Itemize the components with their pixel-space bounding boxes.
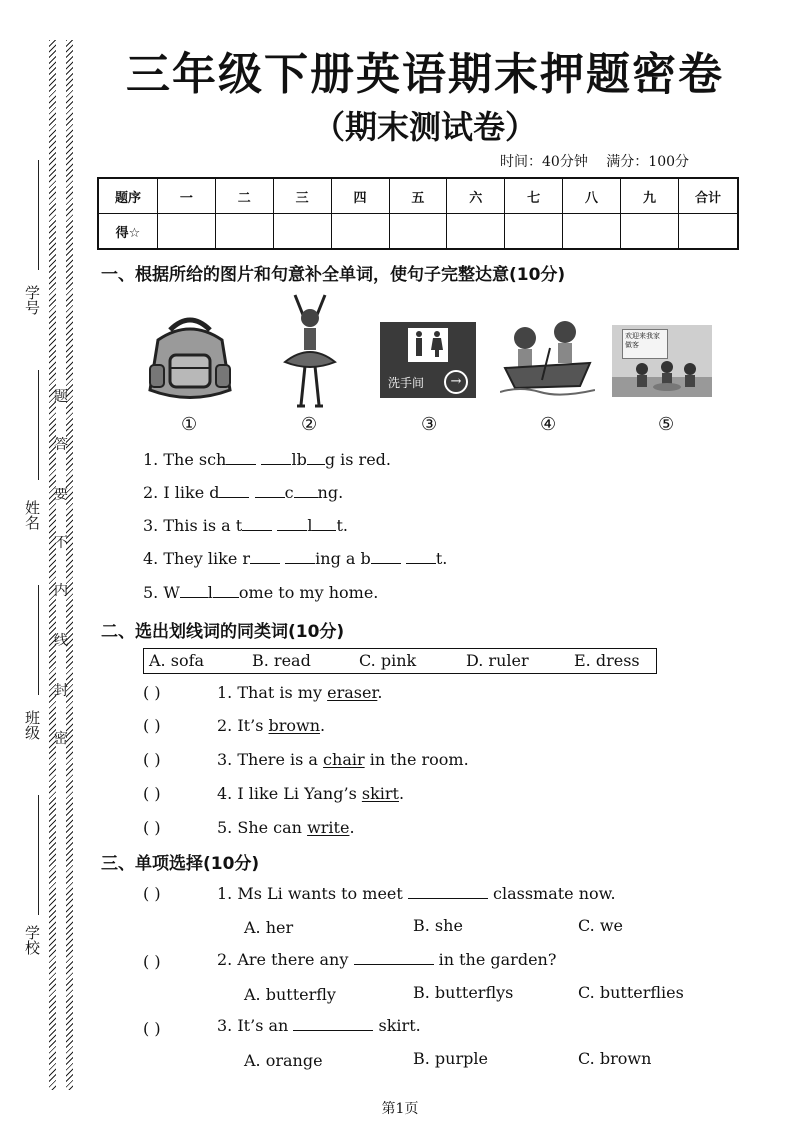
question-text: 4. I like Li Yang’s	[217, 784, 357, 803]
answer-blank[interactable]	[277, 530, 307, 531]
mc-question	[217, 1016, 421, 1035]
underlined-word: brown	[268, 716, 321, 735]
score-table-header-row	[98, 178, 738, 214]
word-option: C. pink	[359, 651, 417, 670]
answer-blank[interactable]	[293, 1030, 373, 1031]
fill-in-sentence	[143, 549, 447, 568]
sentence-part: l	[207, 583, 213, 602]
underlined-word: skirt	[361, 784, 399, 803]
dancer-icon	[275, 290, 345, 415]
answer-blank[interactable]	[261, 464, 291, 465]
mc-question	[217, 884, 616, 903]
toilet-sign-icon	[380, 322, 476, 398]
fill-in-sentence	[143, 450, 391, 469]
question-text: 3. It’s an	[217, 1016, 289, 1035]
score-row-label: 得☆	[98, 214, 158, 250]
score-cell: 一	[158, 178, 216, 214]
answer-blank[interactable]	[307, 464, 325, 465]
question-text: 1. Ms Li wants to meet	[217, 884, 403, 903]
mc-option[interactable]: C. butterflies	[578, 983, 684, 1002]
question-text: skirt.	[378, 1016, 421, 1035]
answer-parentheses[interactable]: ( )	[143, 750, 161, 769]
seal-char: 封	[54, 683, 68, 699]
mc-option[interactable]: A. butterfly	[244, 985, 336, 1004]
sentence-part: 3. This is a t	[143, 516, 243, 535]
xuexiao-line	[38, 795, 39, 915]
score-cell: 四	[331, 178, 389, 214]
answer-blank[interactable]	[250, 563, 280, 564]
answer-parentheses[interactable]: ( )	[143, 784, 161, 803]
question-text: in the room.	[369, 750, 469, 769]
word-option: A. sofa	[149, 651, 205, 670]
score-cell: 六	[447, 178, 505, 214]
question-text: .	[377, 683, 383, 702]
seal-char: 要	[54, 487, 68, 503]
mc-option[interactable]: A. orange	[244, 1051, 323, 1070]
score-input-cell[interactable]	[447, 214, 505, 250]
section1-heading: 一、根据所给的图片和句意补全单词，使句子完整达意(10分)	[101, 265, 566, 285]
section2-heading: 二、选出划线词的同类词(10分)	[101, 622, 345, 642]
answer-blank[interactable]	[255, 497, 285, 498]
seal-char: 答	[54, 437, 68, 453]
sentence-part: 2. I like d	[143, 483, 220, 502]
sentence-part: 1. The sch	[143, 450, 227, 469]
answer-blank[interactable]	[213, 597, 239, 598]
score-cell: 二	[215, 178, 273, 214]
question-text: .	[349, 818, 355, 837]
answer-parentheses[interactable]: ( )	[143, 884, 161, 903]
xuehao-label: 学号	[23, 285, 41, 315]
answer-parentheses[interactable]: ( )	[143, 1019, 161, 1038]
question-line	[217, 750, 469, 769]
exam-meta	[500, 151, 689, 171]
underlined-word: write	[307, 818, 350, 837]
answer-parentheses[interactable]: ( )	[143, 683, 161, 702]
mc-option[interactable]: B. she	[413, 916, 463, 935]
question-line	[217, 784, 404, 803]
score-input-cell[interactable]	[621, 214, 679, 250]
page-number: 第1页	[381, 1101, 419, 1117]
answer-blank[interactable]	[312, 530, 336, 531]
mc-question	[217, 950, 556, 969]
picture-number: ⑤	[658, 414, 675, 435]
mc-option[interactable]: C. brown	[578, 1049, 652, 1068]
sentence-part: t.	[435, 549, 448, 568]
welcome-banner-text: 欢迎来我家做客	[625, 332, 660, 349]
underlined-word: eraser	[327, 683, 378, 702]
answer-parentheses[interactable]: ( )	[143, 716, 161, 735]
score-table	[97, 177, 739, 250]
fill-in-sentence	[143, 483, 343, 502]
answer-blank[interactable]	[408, 898, 488, 899]
question-text: 1. That is my	[217, 683, 323, 702]
score-cell: 题序	[98, 178, 158, 214]
score-input-cell[interactable]	[679, 214, 739, 250]
banji-line	[38, 585, 39, 695]
seal-char: 题	[54, 389, 68, 405]
sentence-part: t.	[336, 516, 348, 535]
xingming-line	[38, 370, 39, 480]
seal-char: 不	[54, 535, 68, 551]
question-text: .	[320, 716, 326, 735]
score-cell: 八	[563, 178, 621, 214]
picture-number: ①	[181, 414, 198, 435]
answer-parentheses[interactable]: ( )	[143, 952, 161, 971]
answer-blank[interactable]	[371, 563, 401, 564]
score-input-cell[interactable]	[331, 214, 389, 250]
question-text: 3. There is a	[217, 750, 318, 769]
schoolbag-icon	[140, 310, 240, 405]
welcome-party-icon	[612, 325, 712, 397]
sentence-part: l	[307, 516, 313, 535]
sentence-part: lb	[291, 450, 307, 469]
answer-blank[interactable]	[406, 563, 436, 564]
score-input-cell[interactable]	[389, 214, 447, 250]
word-option: D. ruler	[466, 651, 529, 670]
xingming-label: 姓名	[23, 500, 41, 530]
banji-label: 班级	[23, 710, 41, 740]
full-score: 满分：100分	[606, 154, 690, 170]
boat-rowing-icon	[500, 318, 595, 403]
fill-in-sentence	[143, 516, 348, 535]
score-input-cell[interactable]	[158, 214, 216, 250]
answer-blank[interactable]	[242, 530, 272, 531]
question-text: in the garden?	[438, 950, 557, 969]
children-figures-icon	[612, 325, 712, 397]
score-table-score-row	[98, 214, 738, 250]
score-input-cell[interactable]	[563, 214, 621, 250]
xuehao-line	[38, 160, 39, 270]
score-input-cell[interactable]	[215, 214, 273, 250]
score-cell: 九	[621, 178, 679, 214]
mc-option[interactable]: C. we	[578, 916, 624, 935]
answer-parentheses[interactable]: ( )	[143, 818, 161, 837]
toilet-sign-text: 洗手间	[388, 376, 425, 390]
sentence-part: 5. W	[143, 583, 180, 602]
sentence-part: ng.	[317, 483, 344, 502]
question-text: .	[398, 784, 405, 803]
score-cell: 合计	[679, 178, 739, 214]
seal-char: 线	[54, 633, 68, 649]
toilet-figures-icon	[380, 322, 476, 368]
question-text: 5. She can	[217, 818, 302, 837]
binding-hatch-left	[49, 40, 56, 1090]
answer-blank[interactable]	[285, 563, 315, 564]
question-text: classmate now.	[493, 884, 616, 903]
mc-option[interactable]: B. butterflys	[413, 983, 514, 1002]
word-option: B. read	[252, 651, 311, 670]
score-input-cell[interactable]	[505, 214, 563, 250]
page-subtitle: （期末测试卷）	[312, 108, 537, 146]
page-title: 三年级下册英语期末押题密卷	[126, 49, 724, 100]
fill-in-sentence	[143, 583, 378, 602]
answer-blank[interactable]	[219, 497, 249, 498]
mc-option[interactable]: A. her	[244, 918, 294, 937]
seal-char: 密	[54, 731, 68, 747]
score-cell: 三	[273, 178, 331, 214]
sentence-part: c	[284, 483, 294, 502]
xuexiao-label: 学校	[23, 925, 41, 955]
picture-number: ②	[301, 414, 318, 435]
score-cell: 七	[505, 178, 563, 214]
sentence-part: 4. They like r	[143, 549, 251, 568]
seal-char: 内	[54, 583, 68, 599]
question-text: 2. It’s	[217, 716, 264, 735]
answer-blank[interactable]	[180, 597, 208, 598]
section3-heading: 三、单项选择(10分)	[101, 854, 260, 874]
sentence-part: ing a b	[315, 549, 371, 568]
question-text: 2. Are there any	[217, 950, 349, 969]
underlined-word: chair	[323, 750, 365, 769]
sentence-part: g is red.	[324, 450, 391, 469]
sentence-part: ome to my home.	[238, 583, 379, 602]
binding-hatch-right	[66, 40, 73, 1090]
answer-blank[interactable]	[226, 464, 256, 465]
picture-number: ③	[421, 414, 438, 435]
score-input-cell[interactable]	[273, 214, 331, 250]
arrow-right-icon: →	[444, 370, 468, 394]
picture-number: ④	[540, 414, 557, 435]
time-limit: 时间：40分钟	[500, 154, 588, 170]
mc-option[interactable]: B. purple	[413, 1049, 488, 1068]
answer-blank[interactable]	[354, 964, 434, 965]
word-option: E. dress	[574, 651, 640, 670]
question-line	[217, 683, 382, 702]
score-cell: 五	[389, 178, 447, 214]
word-options-box	[143, 648, 657, 674]
question-line	[217, 716, 325, 735]
answer-blank[interactable]	[294, 497, 318, 498]
question-line	[217, 818, 355, 837]
